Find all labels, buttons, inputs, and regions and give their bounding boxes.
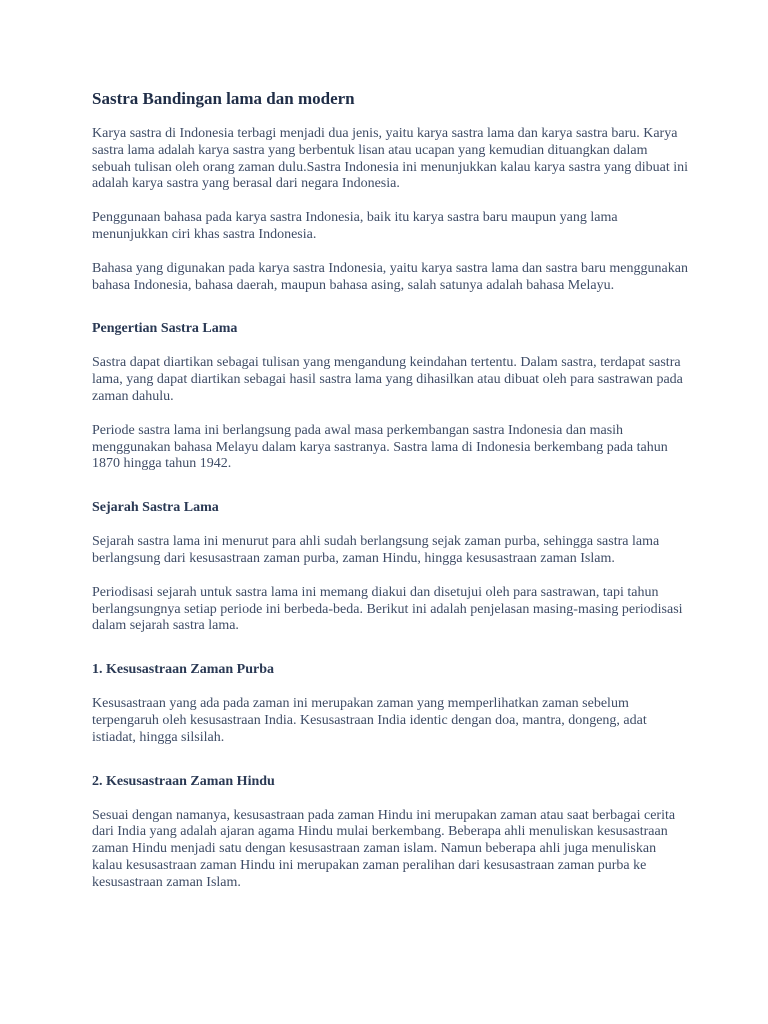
section-paragraph: Periodisasi sejarah untuk sastra lama ini memang diakui dan disetujui oleh para sastrawan, tapi tahun berlangsungnya setiap periode ini berbeda-beda. Berikut ini adalah penjelasan masing-masing periodisasi dalam sejarah sastra lama. [92, 584, 683, 634]
section-paragraph: Periode sastra lama ini berlangsung pada awal masa perkembangan sastra Indonesia dan masih menggunakan bahasa Melayu dalam karya sastranya. Sastra lama di Indonesia berkembang pada tahun 1870 hingga tahun 1942. [92, 422, 668, 472]
section-paragraph: Sastra dapat diartikan sebagai tulisan yang mengandung keindahan tertentu. Dalam sastra, terdapat sastra lama, yang dapat diartikan sebagai hasil sastra lama yang dihasilkan atau dibuat oleh para sastrawan pada zaman dahulu. [92, 355, 683, 404]
section-heading-pengertian: Pengertian Sastra Lama [92, 321, 238, 337]
intro-paragraph: Bahasa yang digunakan pada karya sastra Indonesia, yaitu karya sastra lama dan sastra baru menggunakan bahasa Indonesia, bahasa daerah, maupun bahasa asing, salah satunya adalah bahasa Melayu. [92, 260, 688, 293]
section-paragraph: Sejarah sastra lama ini menurut para ahli sudah berlangsung sejak zaman purba, sehingga sastra lama berlangsung dari kesusastraan zaman purba, zaman Hindu, hingga kesusastraan zaman Islam. [92, 534, 660, 566]
section-heading-sejarah: Sejarah Sastra Lama [92, 500, 219, 516]
intro-paragraph: Penggunaan bahasa pada karya sastra Indonesia, baik itu karya sastra baru maupun yang lama menunjukkan ciri khas sastra Indonesia. [92, 210, 618, 242]
document-title: Sastra Bandingan lama dan modern [92, 89, 355, 108]
section-heading-zaman-purba: 1. Kesusastraan Zaman Purba [92, 662, 275, 678]
section-paragraph: Kesusastraan yang ada pada zaman ini merupakan zaman yang memperlihatkan zaman sebelum terpengaruh oleh kesusastraan India. Kesusastraan India identic dengan doa, mantra, dongeng, adat istiadat, hingga silsilah. [92, 696, 647, 745]
section-heading-zaman-hindu: 2. Kesusastraan Zaman Hindu [92, 773, 275, 789]
intro-paragraph: Karya sastra di Indonesia terbagi menjadi dua jenis, yaitu karya sastra lama dan karya sastra baru. Karya sastra lama adalah karya sastra yang berbentuk lisan atau ucapan yang kemudian dituangkan dalam sebuah tulisan oleh orang zaman dulu.Sastra Indonesia ini menunjukkan kalau karya sastra yang dibuat ini adalah karya sastra yang berasal dari negara Indonesia. [92, 126, 689, 192]
section-paragraph: Sesuai dengan namanya, kesusastraan pada zaman Hindu ini merupakan zaman atau saat berbagai cerita dari India yang adalah ajaran agama Hindu mulai berkembang. Beberapa ahli menuliskan kesusastraan zaman Hindu menjadi satu dengan kesusastraan zaman islam. Namun beberapa ahli juga menuliskan kalau kesusastraan zaman Hindu ini merupakan zaman peralihan dari kesusastraan zaman purba ke kesusastraan zaman Islam. [92, 807, 676, 890]
